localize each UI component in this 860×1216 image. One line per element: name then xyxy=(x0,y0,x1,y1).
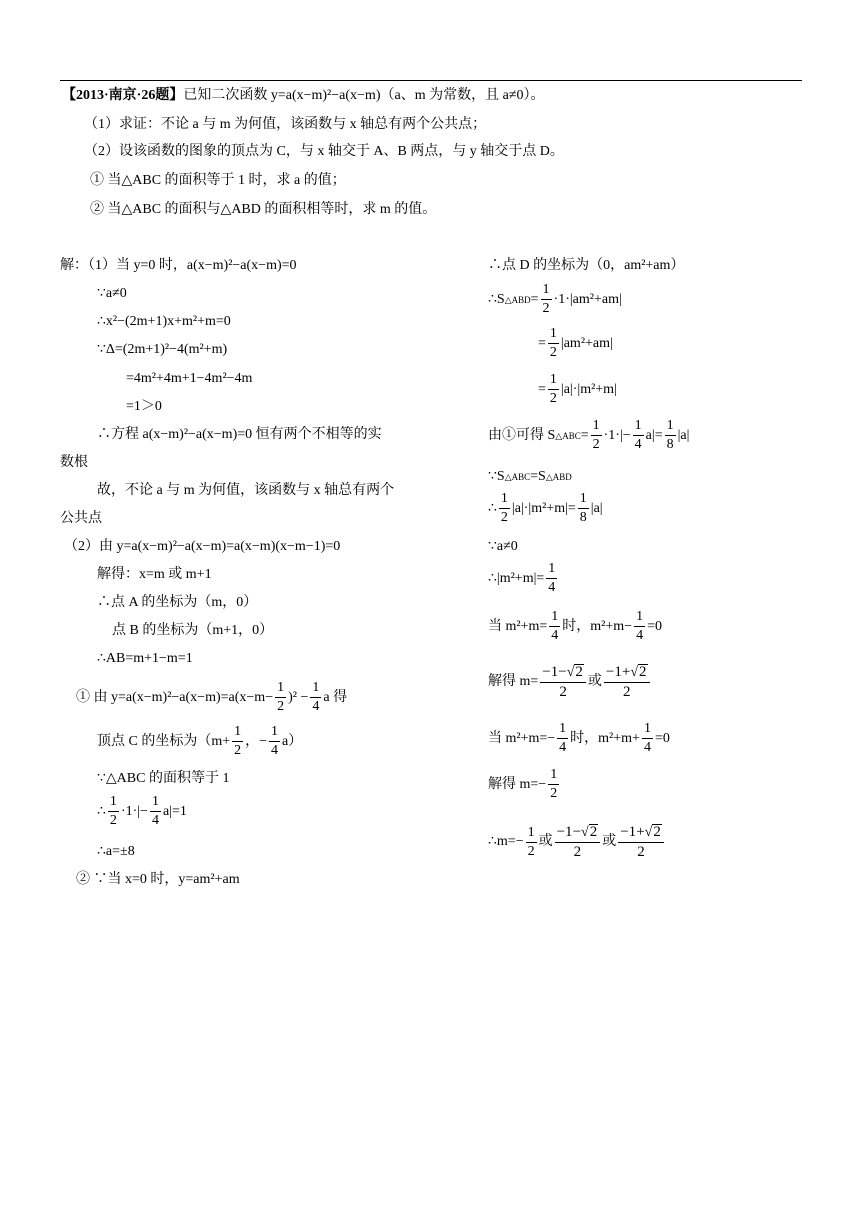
sol-line: 点 B 的坐标为（m+1，0） xyxy=(112,623,274,638)
sol-line: 解：（1）当 y=0 时，a(x−m)²−a(x−m)=0 xyxy=(60,258,297,273)
sol-line: （2）由 y=a(x−m)²−a(x−m)=a(x−m)(x−m−1)=0 xyxy=(64,539,341,554)
area-abc: 由①可得 S △ABC = $\frac{1}{2}$ ·1·|− $\frac{1}{4}$ a|= $\frac{1}{8}$ |a| xyxy=(488,418,690,452)
fraction: $\frac{1}{4}$ xyxy=(634,418,642,452)
fraction: $\frac{1}{8}$ xyxy=(666,418,674,452)
case-1: 当 m²+m= $\frac{1}{4}$ 时，m²+m− $\frac{1}{4}$ =0 xyxy=(488,609,662,643)
fraction: $\frac{1}{2}$ xyxy=(500,491,508,525)
sol-line: 公共点 xyxy=(60,511,102,526)
vertex-coords: 顶点 C 的坐标为（m+ $\frac{1}{2}$ ，− $\frac{1}{4}$ a） xyxy=(97,724,303,758)
problem-sub1: ① 当△ABC 的面积等于 1 时，求 a 的值； xyxy=(90,173,346,188)
abs-eq: ∴|m²+m|= $\frac{1}{4}$ xyxy=(488,561,556,595)
problem-part2: （2）设该函数的图象的顶点为 C，与 x 轴交于 A、B 两点，与 y 轴交于点 D。 xyxy=(84,144,564,159)
sol-line: ∴a=±8 xyxy=(97,844,135,859)
sol-line: ∴x²−(2m+1)x+m²+m=0 xyxy=(97,314,231,329)
fraction: −1− √ 2 2 xyxy=(540,664,586,700)
fraction: $\frac{1}{4}$ xyxy=(643,721,651,755)
fraction: $\frac{1}{8}$ xyxy=(579,491,587,525)
fraction: −1− √ 2 2 xyxy=(555,824,601,860)
fraction: $\frac{1}{4}$ xyxy=(151,794,159,828)
sol-line: ∴点 A 的坐标为（m，0） xyxy=(97,595,258,610)
sol-line: ∴AB=m+1−m=1 xyxy=(97,651,193,666)
fraction: $\frac{1}{4}$ xyxy=(551,609,559,643)
area-abd-step: = $\frac{1}{2}$ |a|·|m²+m| xyxy=(538,372,617,406)
sol-line: 故，不论 a 与 m 为何值，该函数与 x 轴总有两个 xyxy=(97,483,395,498)
fraction: $\frac{1}{2}$ xyxy=(277,680,285,714)
fraction: −1+ √ 2 2 xyxy=(618,824,664,860)
problem-sub2: ② 当△ABC 的面积与△ABD 的面积相等时，求 m 的值。 xyxy=(90,202,437,217)
sol-line: =4m²+4m+1−4m²−4m xyxy=(126,371,253,386)
area-equation: ∴ $\frac{1}{2}$ ·1·|− $\frac{1}{4}$ a|=1 xyxy=(97,794,187,828)
fraction: $\frac{1}{4}$ xyxy=(636,609,644,643)
case-1-solution: 解得 m= −1− √ 2 2 或 −1+ √ 2 2 xyxy=(488,664,652,700)
sol-line: ∴方程 a(x−m)²−a(x−m)=0 恒有两个不相等的实 xyxy=(97,427,382,442)
vertex-derivation: ① 由 y=a(x−m)²−a(x−m)=a(x−m− $\frac{1}{2}$ )² − $\frac{1}{4}$ a 得 xyxy=(76,680,348,714)
case-2-solution: 解得 m=− $\frac{1}{2}$ xyxy=(488,767,558,801)
fraction: $\frac{1}{2}$ xyxy=(549,326,557,360)
sol-line: ∵a≠0 xyxy=(97,286,127,301)
sol-line: ∵Δ=(2m+1)²−4(m²+m) xyxy=(97,342,228,357)
sol-line: ② ∵当 x=0 时，y=am²+am xyxy=(76,872,240,887)
fraction: $\frac{1}{2}$ xyxy=(109,794,117,828)
fraction: $\frac{1}{2}$ xyxy=(592,418,600,452)
fraction: $\frac{1}{2}$ xyxy=(234,724,242,758)
case-2: 当 m²+m=− $\frac{1}{4}$ 时，m²+m+ $\frac{1}{4}$ =0 xyxy=(488,721,670,755)
fraction: $\frac{1}{2}$ xyxy=(550,767,558,801)
sol-line: ∵△ABC 的面积等于 1 xyxy=(97,771,230,786)
problem-tag: 【2013·南京·26题】 xyxy=(62,88,184,103)
area-equation-2: ∴ $\frac{1}{2}$ |a|·|m²+m|= $\frac{1}{8}$ |a| xyxy=(488,491,603,525)
area-abd: ∴S △ABD = $\frac{1}{2}$ ·1·|am²+am| xyxy=(488,282,622,316)
fraction: $\frac{1}{4}$ xyxy=(559,721,567,755)
problem-stem-text: 已知二次函数 y=a(x−m)²−a(x−m)（a、m 为常数，且 a≠0）。 xyxy=(183,88,545,103)
area-equal: ∵S △ABC =S △ABD xyxy=(488,469,572,484)
fraction: $\frac{1}{2}$ xyxy=(549,372,557,406)
final-answer: ∴m=− $\frac{1}{2}$ 或 −1− √ 2 2 或 −1+ √ 2 2 xyxy=(488,824,666,860)
sol-line: =1＞0 xyxy=(126,399,162,414)
fraction: $\frac{1}{4}$ xyxy=(312,680,320,714)
fraction: $\frac{1}{4}$ xyxy=(548,561,556,595)
sol-line: ∵a≠0 xyxy=(488,539,518,554)
problem-part1: （1）求证：不论 a 与 m 为何值，该函数与 x 轴总有两个公共点； xyxy=(84,117,487,132)
sol-line: 数根 xyxy=(60,455,88,470)
fraction: $\frac{1}{2}$ xyxy=(527,824,535,859)
sol-line: 解得：x=m 或 m+1 xyxy=(97,567,212,582)
sol-line: ∴点 D 的坐标为（0，am²+am） xyxy=(488,258,685,273)
area-abd-step: = $\frac{1}{2}$ |am²+am| xyxy=(538,326,613,360)
fraction: −1+ √ 2 2 xyxy=(604,664,650,700)
top-rule xyxy=(60,80,802,81)
problem-stem xyxy=(62,89,544,103)
fraction: $\frac{1}{4}$ xyxy=(271,724,279,758)
fraction: $\frac{1}{2}$ xyxy=(542,282,550,316)
